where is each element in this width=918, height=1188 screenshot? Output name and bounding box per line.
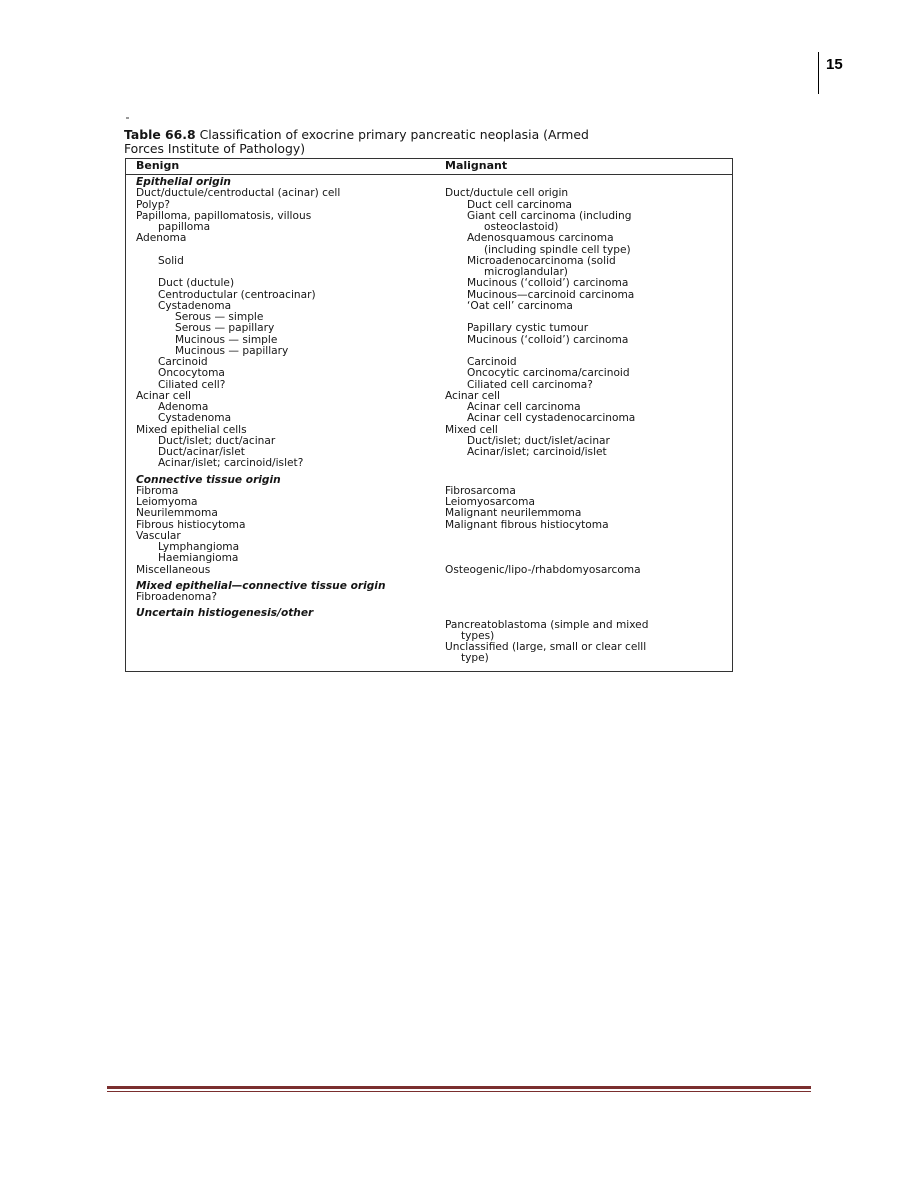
- table-cell: Malignant fibrous histiocytoma: [445, 518, 609, 531]
- table-cell: Acinar cell: [136, 389, 191, 402]
- table-cell: [445, 542, 729, 553]
- table-cell: Mixed epithelial cells: [136, 423, 247, 436]
- header-malignant: Malignant: [445, 159, 508, 172]
- table-cell: [445, 553, 729, 564]
- table-cell: microglandular): [484, 266, 568, 278]
- table-cell: Fibrous histiocytoma: [136, 518, 246, 531]
- table-cell: Mucinous — papillary: [175, 344, 289, 357]
- table-cell: Duct/acinar/islet: [158, 446, 245, 458]
- table-label: Table 66.8: [124, 127, 196, 142]
- table-cell: Polyp?: [136, 198, 171, 211]
- table-cell: Acinar cell cystadenocarcinoma: [467, 412, 636, 425]
- table-cell: Unclassified (large, small or clear celll: [445, 641, 647, 653]
- scan-speck: [126, 117, 129, 119]
- table-cell: papilloma: [158, 221, 211, 233]
- table-cell: [445, 458, 729, 469]
- section-heading: Uncertain histiogenesis/other: [136, 607, 314, 620]
- table-title-part-1: Classification of exocrine primary pancreatic neoplasia (Armed: [199, 127, 589, 142]
- table-cell: Oncocytoma: [158, 367, 225, 380]
- table-cell: Duct/islet; duct/islet/acinar: [467, 434, 610, 447]
- table-cell: Mucinous — simple: [175, 333, 278, 346]
- table-cell: Cystadenoma: [158, 412, 232, 425]
- table-cell: Fibroma: [136, 484, 179, 497]
- table-cell: Miscellaneous: [136, 563, 211, 576]
- table-cell: Ciliated cell?: [158, 378, 226, 391]
- table-cell: [445, 531, 729, 542]
- table-cell: Mucinous (‘colloid’) carcinoma: [467, 277, 629, 290]
- table-cell: Serous — papillary: [175, 322, 275, 335]
- table-cell: Lymphangioma: [158, 541, 240, 553]
- table-cell: Vascular: [136, 529, 181, 542]
- header-benign: Benign: [136, 159, 180, 172]
- table-cell: (including spindle cell type): [484, 243, 631, 256]
- table-cell: Malignant neurilemmoma: [445, 507, 582, 520]
- table-cell: Carcinoid: [467, 356, 517, 368]
- table-cell: Serous — simple: [175, 311, 264, 323]
- table-cell: [445, 608, 729, 619]
- table-cell: osteoclastoid): [484, 221, 559, 233]
- table-cell: Solid: [158, 254, 184, 267]
- table-cell: Leiomyosarcoma: [445, 496, 535, 508]
- table-cell: Acinar/islet; carcinoid/islet?: [158, 457, 304, 470]
- table-cell: Duct/islet; duct/acinar: [158, 434, 276, 447]
- table-cell: Fibrosarcoma: [445, 484, 516, 497]
- section-heading: Connective tissue origin: [136, 473, 281, 486]
- section-heading: Mixed epithelial—connective tissue origin: [136, 579, 386, 592]
- table-cell: Adenoma: [158, 401, 209, 413]
- table-cell: Oncocytic carcinoma/carcinoid: [467, 367, 630, 380]
- table-caption-line-1: [124, 128, 744, 142]
- page-number: 15: [826, 56, 843, 73]
- table-cell: Microadenocarcinoma (solid: [467, 254, 616, 267]
- table-cell: Fibroadenoma?: [136, 591, 217, 603]
- table-cell: Adenosquamous carcinoma: [467, 232, 614, 245]
- table-cell: Acinar cell carcinoma: [467, 401, 581, 413]
- table-cell: Cystadenoma: [158, 299, 232, 312]
- table-cell: Duct/ductule cell origin: [445, 187, 569, 200]
- table-cell: [445, 581, 729, 592]
- benign-column: [136, 177, 436, 620]
- table-cell: Mucinous—carcinoid carcinoma: [467, 288, 635, 301]
- table-cell: Duct/ductule/centroductal (acinar) cell: [136, 187, 341, 200]
- table-cell: Acinar/islet; carcinoid/islet: [467, 446, 607, 458]
- table-cell: Pancreatoblastoma (simple and mixed: [445, 618, 649, 631]
- table-cell: Giant cell carcinoma (including: [467, 209, 632, 222]
- table-cell: Osteogenic/lipo-/rhabdomyosarcoma: [445, 563, 641, 576]
- malignant-column: [445, 177, 729, 665]
- table-cell: Leiomyoma: [136, 496, 198, 508]
- table-cell: Papilloma, papillomatosis, villous: [136, 209, 312, 222]
- table-cell: Mixed cell: [445, 423, 498, 436]
- table-cell: Adenoma: [136, 232, 187, 245]
- table-cell: Papillary cystic tumour: [467, 322, 589, 335]
- section-heading: Epithelial origin: [136, 176, 231, 188]
- table-cell: Carcinoid: [158, 356, 208, 368]
- table-cell: Centroductular (centroacinar): [158, 288, 316, 301]
- table-cell: Ciliated cell carcinoma?: [467, 378, 593, 391]
- table-cell: Acinar cell: [445, 389, 500, 402]
- table-cell: Haemiangioma: [158, 552, 239, 565]
- table-cell: Mucinous (‘colloid’) carcinoma: [467, 333, 629, 346]
- footer-rule-thin: [107, 1091, 811, 1092]
- table-header-row: [126, 159, 732, 175]
- classification-table: [125, 158, 733, 672]
- table-cell: ‘Oat cell’ carcinoma: [467, 299, 573, 312]
- table-title-part-2: Forces Institute of Pathology): [124, 141, 306, 156]
- table-cell: types): [461, 629, 495, 642]
- table-cell: Duct (ductule): [158, 277, 235, 290]
- page-number-divider: [818, 52, 819, 94]
- footer-rule-thick: [107, 1086, 811, 1089]
- table-cell: Neurilemmoma: [136, 507, 218, 520]
- table-cell: [445, 592, 729, 603]
- table-cell: type): [461, 652, 489, 665]
- table-caption: [124, 128, 744, 156]
- table-cell: Duct cell carcinoma: [467, 198, 573, 211]
